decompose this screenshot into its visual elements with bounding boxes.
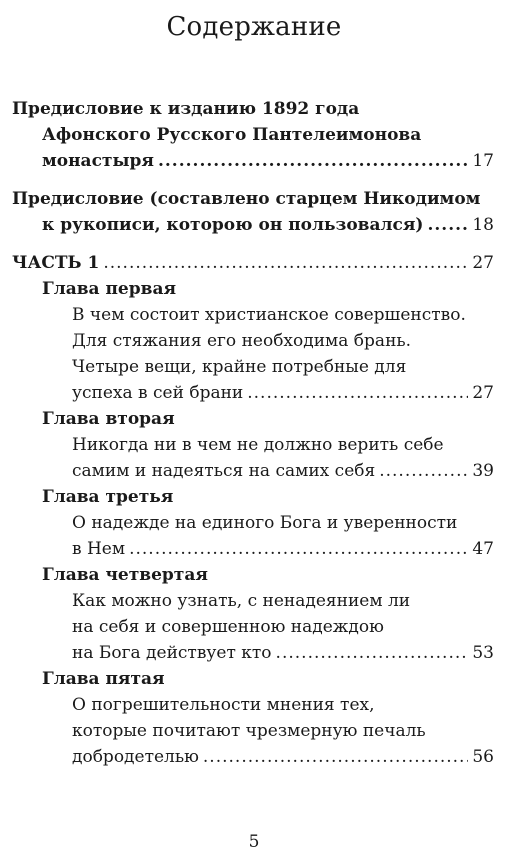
page-ref: 18 (472, 215, 494, 235)
chapter-last-line (42, 380, 494, 406)
chapter-line: Как можно узнать, с ненадеянием ли (72, 591, 411, 611)
chapter-last-line (42, 536, 494, 562)
toc-entry-last-line (12, 250, 494, 276)
toc-entry-line: Предисловие к изданию 1892 года (12, 99, 360, 119)
chapter-last-line (42, 458, 494, 484)
toc-entry-line: Афонского Русского Пантелеимонова (42, 125, 422, 145)
chapter-heading: Глава четвертая (42, 565, 208, 585)
chapter-heading: Глава первая (42, 279, 177, 299)
chapter-line: на себя и совершенною надеждою (72, 617, 384, 637)
toc-entry-last-line (12, 212, 494, 238)
chapter-line: добродетелью (72, 747, 199, 767)
chapter-line: самим и надеяться на самих себя (72, 461, 376, 481)
dot-leader (203, 744, 468, 770)
chapter-line: О погрешительности мнения тех, (72, 695, 375, 715)
toc-entry-line: к рукописи, которою он пользовался) (42, 215, 424, 235)
page-number: 5 (248, 832, 260, 852)
chapter-heading: Глава третья (42, 487, 174, 507)
page-ref: 17 (472, 151, 494, 171)
toc-entry-line: монастыря (42, 151, 154, 171)
toc-chapter-4[interactable] (12, 562, 494, 666)
chapter-line: на Бога действует кто (72, 643, 272, 663)
page-ref: 53 (472, 643, 494, 663)
toc-entry-preface-nikodim[interactable] (12, 186, 494, 238)
chapter-line: успеха в сей брани (72, 383, 244, 403)
page-title: Содержание (166, 12, 342, 42)
dot-leader (379, 458, 468, 484)
chapter-line: Четыре вещи, крайне потребные для (72, 357, 407, 377)
dot-leader (158, 148, 468, 174)
chapter-line: В чем состоит христианское совершенство. (72, 305, 466, 325)
table-of-contents (12, 96, 494, 770)
toc-chapter-1[interactable] (12, 276, 494, 406)
toc-entry-last-line (12, 148, 494, 174)
chapter-line: Для стяжания его необходима брань. (72, 331, 412, 351)
chapter-line: в Нем (72, 539, 126, 559)
toc-entry-line: Предисловие (составлено старцем Никодимом (12, 189, 481, 209)
chapter-last-line (42, 640, 494, 666)
toc-chapter-3[interactable] (12, 484, 494, 562)
toc-entry-line: ЧАСТЬ 1 (12, 253, 100, 273)
page-ref: 47 (472, 539, 494, 559)
chapter-last-line (42, 744, 494, 770)
chapter-line: О надежде на единого Бога и уверенности (72, 513, 458, 533)
dot-leader (247, 380, 468, 406)
dot-leader (129, 536, 468, 562)
chapter-line: Никогда ни в чем не должно верить себе (72, 435, 444, 455)
toc-entry-part-1[interactable] (12, 250, 494, 276)
toc-chapter-2[interactable] (12, 406, 494, 484)
page-ref: 27 (472, 383, 494, 403)
chapter-heading: Глава вторая (42, 409, 175, 429)
dot-leader (427, 212, 468, 238)
toc-chapter-5[interactable] (12, 666, 494, 770)
chapter-heading: Глава пятая (42, 669, 165, 689)
page-ref: 27 (472, 253, 494, 273)
chapter-line: которые почитают чрезмерную печаль (72, 721, 426, 741)
page-ref: 39 (472, 461, 494, 481)
dot-leader (103, 250, 468, 276)
page-ref: 56 (472, 747, 494, 767)
dot-leader (276, 640, 469, 666)
toc-entry-preface-1892[interactable] (12, 96, 494, 174)
